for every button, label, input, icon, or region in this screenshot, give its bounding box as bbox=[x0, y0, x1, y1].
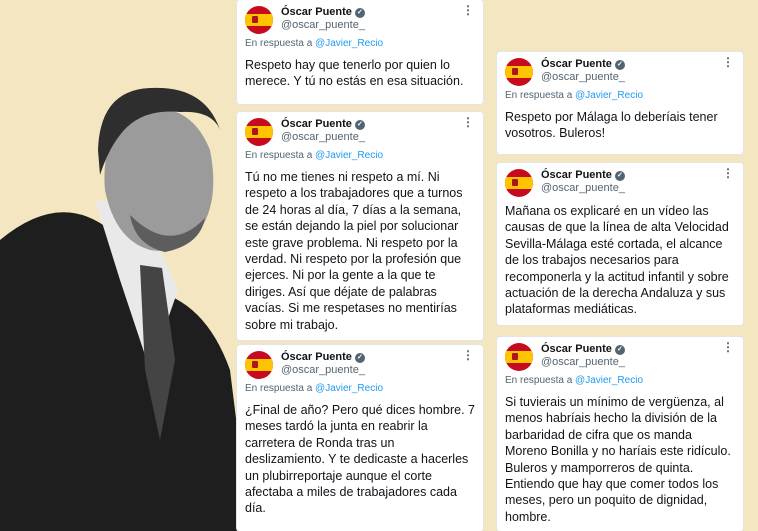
author-name[interactable]: Óscar Puente bbox=[541, 169, 612, 181]
reply-context bbox=[497, 90, 743, 101]
more-options-icon[interactable]: ⋮ bbox=[722, 166, 733, 180]
author-handle[interactable]: @oscar_puente_ bbox=[281, 19, 365, 31]
reply-prefix: En respuesta a bbox=[245, 383, 313, 394]
more-options-icon[interactable]: ⋮ bbox=[722, 55, 733, 69]
reply-prefix: En respuesta a bbox=[245, 38, 313, 49]
tweet-card[interactable] bbox=[497, 337, 743, 531]
author-name[interactable]: Óscar Puente bbox=[281, 351, 352, 363]
reply-mention-link[interactable]: @Javier_Recio bbox=[315, 38, 384, 49]
tweet-text: ¿Final de año? Pero qué dices hombre. 7 meses tardó la junta en reabrir la carretera de Ronda tras un deslizamiento. Y te dedicaste a hacerles un plubirreportaje aunque el corte afectaba a miles de trabajadores cada día. bbox=[245, 403, 475, 516]
reply-mention-link[interactable]: @Javier_Recio bbox=[315, 383, 384, 394]
spain-flag-avatar-icon[interactable] bbox=[505, 58, 533, 86]
reply-context bbox=[237, 150, 483, 161]
reply-mention-link[interactable]: @Javier_Recio bbox=[315, 150, 384, 161]
tweet-card[interactable] bbox=[497, 52, 743, 154]
author-name[interactable]: Óscar Puente bbox=[281, 6, 352, 18]
verified-icon: ✓ bbox=[355, 120, 365, 130]
tweet-text: Tú no me tienes ni respeto a mí. Ni respeto a los trabajadores que a turnos de 24 horas al día, 7 días a la semana, se están dejando la piel por solucionar este grave problema. Ni respeto por la verdad. Ni respeto por la profesión que ejerces. Ni por la gente a la que te diriges. Así que déjate de palabras vacías. Si me respetases no mentirías sobre mi trabajo. bbox=[245, 170, 463, 332]
tweet-text: Mañana os explicaré en un vídeo las causas de que la línea de alta Velocidad Sevilla-Málaga esté cortada, el alcance de los trabajos necesarios para recomponerla y la actitud infantil y sobre actuación de la derecha Andaluza y sus plataformas mediáticas. bbox=[505, 204, 729, 317]
author-handle[interactable]: @oscar_puente_ bbox=[541, 356, 625, 368]
verified-icon: ✓ bbox=[615, 60, 625, 70]
tweet-text: Respeto por Málaga lo deberíais tener vosotros. Buleros! bbox=[505, 110, 718, 141]
spain-flag-avatar-icon[interactable] bbox=[245, 118, 273, 146]
more-options-icon[interactable]: ⋮ bbox=[462, 3, 473, 17]
spain-flag-avatar-icon[interactable] bbox=[245, 351, 273, 379]
tweet-text: Si tuvierais un mínimo de vergüenza, al menos habríais hecho la división de la barbaridad de cifra que os manda Moreno Bonilla y no haríais este ridículo. Buleros y mamporreros de quinta. Entiendo que hay que comer todos los meses, pero un poquito de dignidad, hombre. bbox=[505, 395, 731, 524]
spain-flag-avatar-icon[interactable] bbox=[505, 343, 533, 371]
verified-icon: ✓ bbox=[615, 171, 625, 181]
author-handle[interactable]: @oscar_puente_ bbox=[541, 182, 625, 194]
tweet-card[interactable] bbox=[237, 345, 483, 531]
reply-prefix: En respuesta a bbox=[245, 150, 313, 161]
reply-context bbox=[497, 375, 743, 386]
tweet-text: Respeto hay que tenerlo por quien lo merece. Y tú no estás en esa situación. bbox=[245, 58, 464, 89]
reply-context bbox=[237, 38, 483, 49]
verified-icon: ✓ bbox=[615, 345, 625, 355]
author-name[interactable]: Óscar Puente bbox=[541, 58, 612, 70]
more-options-icon[interactable]: ⋮ bbox=[462, 115, 473, 129]
reply-context bbox=[237, 383, 483, 394]
tweet-card[interactable] bbox=[237, 112, 483, 340]
verified-icon: ✓ bbox=[355, 8, 365, 18]
tweet-card[interactable] bbox=[237, 0, 483, 104]
reply-prefix: En respuesta a bbox=[505, 90, 573, 101]
author-name[interactable]: Óscar Puente bbox=[541, 343, 612, 355]
author-handle[interactable]: @oscar_puente_ bbox=[281, 131, 365, 143]
spain-flag-avatar-icon[interactable] bbox=[245, 6, 273, 34]
tweet-card[interactable] bbox=[497, 163, 743, 325]
reply-prefix: En respuesta a bbox=[505, 375, 573, 386]
author-handle[interactable]: @oscar_puente_ bbox=[541, 71, 625, 83]
politician-photo bbox=[0, 40, 250, 531]
author-name[interactable]: Óscar Puente bbox=[281, 118, 352, 130]
reply-mention-link[interactable]: @Javier_Recio bbox=[575, 90, 644, 101]
more-options-icon[interactable]: ⋮ bbox=[462, 348, 473, 362]
reply-mention-link[interactable]: @Javier_Recio bbox=[575, 375, 644, 386]
spain-flag-avatar-icon[interactable] bbox=[505, 169, 533, 197]
more-options-icon[interactable]: ⋮ bbox=[722, 340, 733, 354]
verified-icon: ✓ bbox=[355, 353, 365, 363]
author-handle[interactable]: @oscar_puente_ bbox=[281, 364, 365, 376]
